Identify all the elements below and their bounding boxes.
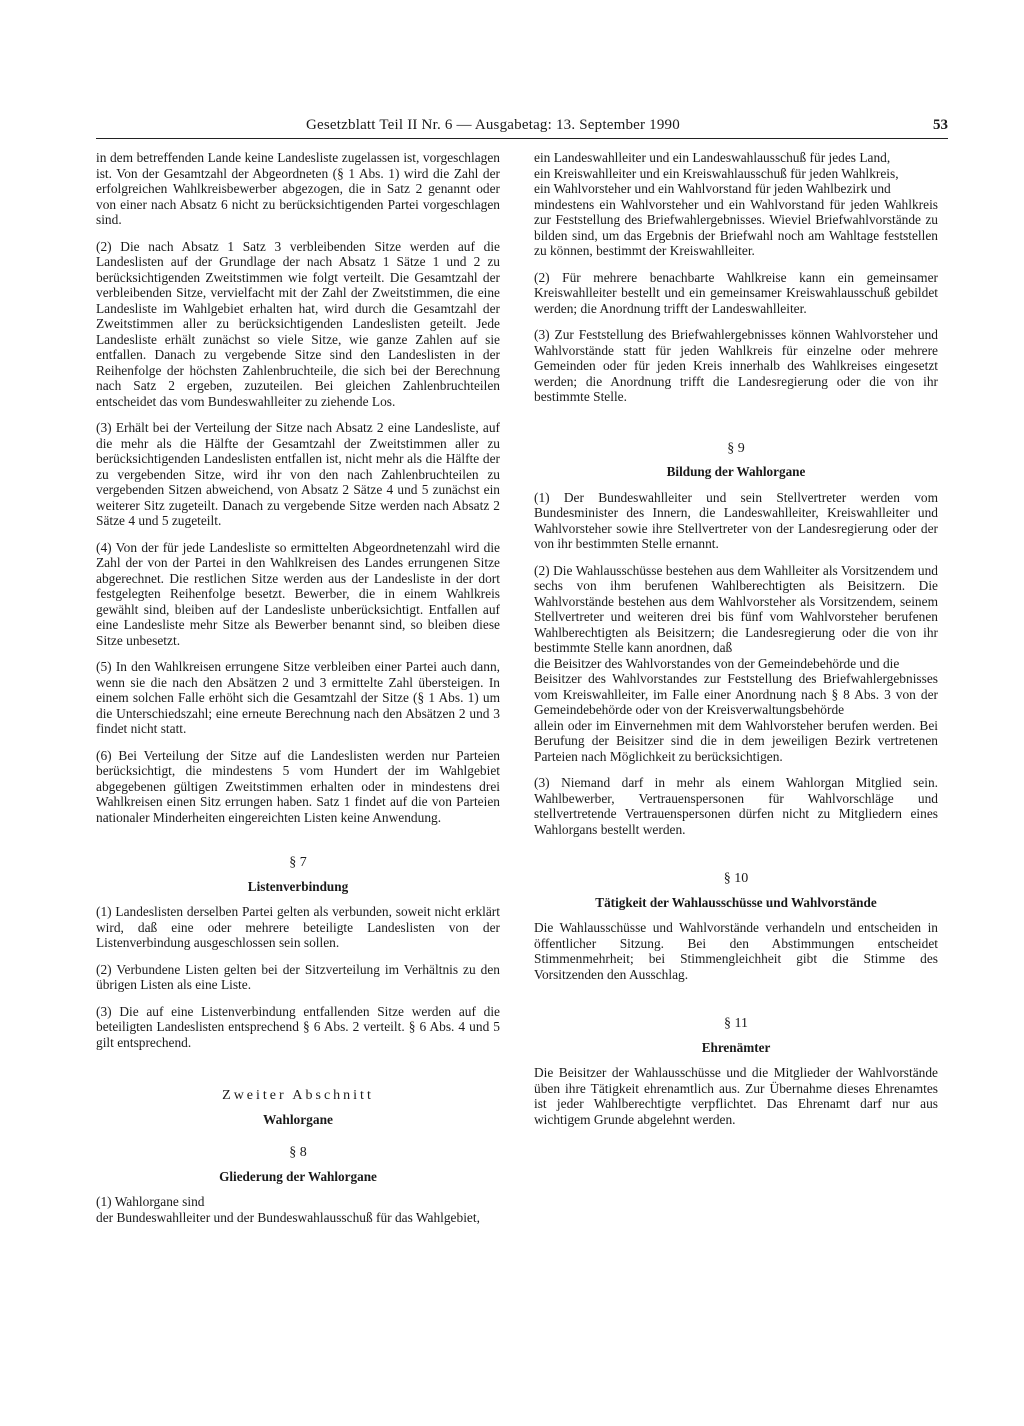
list-item: ein Wahlvorsteher und ein Wahlvorstand für jeden Wahlbezirk und — [534, 181, 891, 196]
section-9-number: § 9 — [727, 440, 745, 456]
section-11-number: § 11 — [724, 1016, 748, 1031]
paragraph-10: Die Wahlausschüsse und Wahlvorstände verhandeln und entscheiden in öffentlicher Sitzung. Bei den Abstimmungen entscheidet Stimmenmehrheit; bei Stimmengleichheit gibt die Stimme des Vorsitzenden den Ausschlag. — [534, 920, 938, 982]
paragraph-7-1: (1) Landeslisten derselben Partei gelten als verbunden, soweit nicht erklärt wird, daß eine oder mehrere beteiligte Landeslisten von der Listenverbindung ausgeschlossen sein sollen. — [96, 904, 500, 950]
list-item: ein Kreiswahlleiter und ein Kreiswahlausschuß für jeden Wahlkreis, — [534, 165, 899, 181]
paragraph-8-2: (2) Für mehrere benachbarte Wahlkreise kann ein gemeinsamer Kreiswahlleiter bestellt und ein gemeinsamer Kreiswahlausschuß gebildet werden; die Anordnung trifft der Landeswahlleiter. — [534, 269, 938, 316]
chapter-title: Wahlorgane — [263, 1111, 333, 1127]
section-9-heading: Bildung der Wahlorgane — [666, 464, 806, 479]
paragraph-6-2: (2) Die nach Absatz 1 Satz 3 verbleibenden Sitze werden auf die Landeslisten auf der Grundlage der nach Absatz 1 Sätze 1 und 2 zu berücksichtigenden Zweitstimmen wie folgt verteilt. Die Gesamtzahl der verbleibenden Sitze, vervielfacht mit der Zahl der Zweitstimmen, die eine Landesliste im Wahlgebiet erhalten hat, wird durch die Gesamtzahl der Zweitstimmen aller zu berücksichtigenden Landeslisten geteilt. Jede Landesliste erhält zunächst so viele Sitze, wie ganze Zahlen auf sie entfallen. Danach zu vergebende Sitze sind den Landeslisten in der Reihenfolge der höchsten Zahlenbruchteile, die sich bei der Berechnung nach Satz 2 ergeben, zuzuteilen. Bei gleichen Zahlenbruchteilen entscheidet das vom Bundeswahlleiter zu ziehende Los. — [96, 238, 500, 409]
paragraph-9-2: (2) Die Wahlausschüsse bestehen aus dem Wahlleiter als Vorsitzendem und sechs von ihm berufenen Wahlberechtigten als Beisitzern. Die Wahlvorstände bestehen aus dem Wahlvorsteher als Vorsitzendem, seinem Stellvertreter und weiteren drei bis fünf vom Wahlvorsteher berufenen Wahlberechtigten als Beisitzern; die Landesregierung oder die von ihr bestimmte Stelle kann anordnen, daß — [534, 562, 938, 655]
list-item: der Bundeswahlleiter und der Bundeswahlausschuß für das Wahlgebiet, — [96, 1209, 480, 1225]
paragraph-8-1: (1) Wahlorgane sind — [96, 1194, 205, 1209]
paragraph-7-3: (3) Die auf eine Listenverbindung entfallenden Sitze werden auf die beteiligten Landeslisten entsprechend § 6 Abs. 2 verteilt. § 6 Abs. 4 und 5 gilt entsprechend. — [96, 1003, 500, 1050]
paragraph-intro: in dem betreffenden Lande keine Landesliste zugelassen ist, vorgeschlagen ist. Von der Gesamtzahl der Abgeordneten (§ 1 Abs. 1) wird die Zahl der erfolgreichen Wahlkreisbewerber abgezogen, die in Satz 2 genannt oder von einer nach Absatz 6 nicht zu berücksichtigenden Partei vorgeschlagen sind. — [96, 150, 500, 227]
section-11-heading: Ehrenämter — [701, 1039, 771, 1055]
paragraph-7-2: (2) Verbundene Listen gelten bei der Sitzverteilung im Verhältnis zu den übrigen Listen als eine Liste. — [96, 961, 500, 992]
paragraph-6-3: (3) Erhält bei der Verteilung der Sitze nach Absatz 2 eine Landesliste, auf die mehr als die Hälfte der Gesamtzahl der Zweitstimmen aller zu berücksichtigenden Landeslisten entfallen ist, nicht mehr als die Hälfte der zu vergebenden Sitze, wird ihr von den nach Zahlenbruchteilen zu vergebenden Sitzen abweichend, von Absatz 2 Sätze 4 und 5 zunächst ein weiterer Sitz zugeteilt. Danach zu vergebende Sitze werden nach Absatz 2 Sätze 4 und 5 zugeteilt. — [96, 420, 500, 528]
section-7-heading: Listenverbindung — [247, 878, 349, 894]
header-title: Gesetzblatt Teil II Nr. 6 — Ausgabetag: 13. September 1990 — [306, 117, 680, 133]
page-number: 53 — [933, 117, 948, 133]
paragraph-6-4: (4) Von der für jede Landesliste so ermittelten Abgeordnetenzahl wird die Zahl der von der Partei in den Wahlkreisen des Landes errungenen Sitze abgerechnet. Die restlichen Sitze werden aus der Landesliste in der dort festgelegten Reihenfolge besetzt. Bewerber, die in einem Wahlkreis gewählt sind, bleiben auf der Landesliste unberücksichtigt. Entfallen auf eine Landesliste mehr Sitze als Bewerber benannt sind, so bleiben diese Sitze unbesetzt. — [96, 539, 500, 648]
list-item: die Beisitzer des Wahlvorstandes von der Gemeindebehörde und die — [534, 655, 900, 671]
list-item: ein Landeswahlleiter und ein Landeswahlausschuß für jedes Land, — [534, 150, 891, 165]
right-column — [534, 150, 938, 1138]
section-8-heading: Gliederung der Wahlorgane — [219, 1168, 377, 1184]
paragraph-11: Die Beisitzer der Wahlausschüsse und die Mitglieder der Wahlvorstände üben ihre Tätigkeit ehrenamtlich aus. Zur Übernahme dieses Ehrenamtes ist jeder Wahlberechtigte verpflichtet. Das Ehrenamt darf nur aus wichtigem Grunde abgelehnt werden. — [534, 1065, 938, 1127]
list-item: Beisitzer des Wahlvorstandes zur Feststellung des Briefwahlergebnisses vom Kreiswahlleiter, im Falle einer Anordnung nach § 8 Abs. 3 von der Gemeindebehörde oder von der Kreisverwaltungsbehörde — [534, 671, 938, 717]
section-8-number: § 8 — [289, 1145, 307, 1160]
section-10-number: § 10 — [723, 871, 749, 886]
paragraph-6-6: (6) Bei Verteilung der Sitze auf die Landeslisten werden nur Parteien berücksichtigt, die mindestens 5 vom Hundert der im Wahlgebiet abgegebenen gültigen Zweitstimmen erhalten oder in mindestens drei Wahlkreisen einen Sitz errungen haben. Satz 1 findet auf die von Parteien nationaler Minderheiten eingereichten Listen keine Anwendung. — [96, 747, 500, 825]
paragraph-9-3: (3) Niemand darf in mehr als einem Wahlorgan Mitglied sein. Wahlbewerber, Vertrauenspersonen für Wahlvorschläge und stellvertretende Vertrauenspersonen dürfen nicht zu Mitgliedern eines Wahlorgans bestellt werden. — [534, 775, 938, 837]
page-header — [96, 116, 948, 139]
list-item: mindestens ein Wahlvorsteher und ein Wahlvorstand für jeden Wahlkreis zur Feststellung des Briefwahlergebnisses. Wieviel Briefwahlvorstände zu bilden sind, um das Ergebnis der Briefwahl noch am Wahltage feststellen zu können, bestimmt der Kreiswahlleiter. — [534, 196, 938, 258]
paragraph-9-1: (1) Der Bundeswahlleiter und sein Stellvertreter werden vom Bundesminister des Innern, die Landeswahlleiter, Kreiswahlleiter und Wahlvorsteher sowie ihre Stellvertreter von der Landesregierung oder der von ihr bestimmten Stelle ernannt. — [534, 489, 938, 551]
chapter-label: Zweiter Abschnitt — [222, 1088, 374, 1103]
section-7-number: § 7 — [289, 855, 307, 870]
left-column — [96, 150, 500, 1225]
paragraph-8-3: (3) Zur Feststellung des Briefwahlergebnisses können Wahlvorsteher und Wahlvorstände statt für jeden Wahlkreis für einzelne oder mehrere Gemeinden oder für jeden Kreis innerhalb des Wahlkreises eingesetzt werden; die Anordnung trifft die Landesregierung oder die von ihr bestimmte Stelle. — [534, 327, 938, 404]
paragraph-9-2-cont: allein oder im Einvernehmen mit dem Wahlvorsteher berufen werden. Bei Berufung der Beisitzer sind die in dem jeweiligen Bezirk vertretenen Parteien nach Möglichkeit zu berücksichtigen. — [534, 717, 938, 764]
paragraph-6-5: (5) In den Wahlkreisen errungene Sitze verbleiben einer Partei auch dann, wenn sie die nach den Absätzen 2 und 3 ermittelte Zahl übersteigen. In einem solchen Falle erhöht sich die Gesamtzahl der Sitze (§ 1 Abs. 1) um die Unterschiedszahl; eine erneute Berechnung nach den Absätzen 2 und 3 findet nicht statt. — [96, 659, 500, 736]
section-10-heading: Tätigkeit der Wahlausschüsse und Wahlvorstände — [595, 894, 877, 910]
